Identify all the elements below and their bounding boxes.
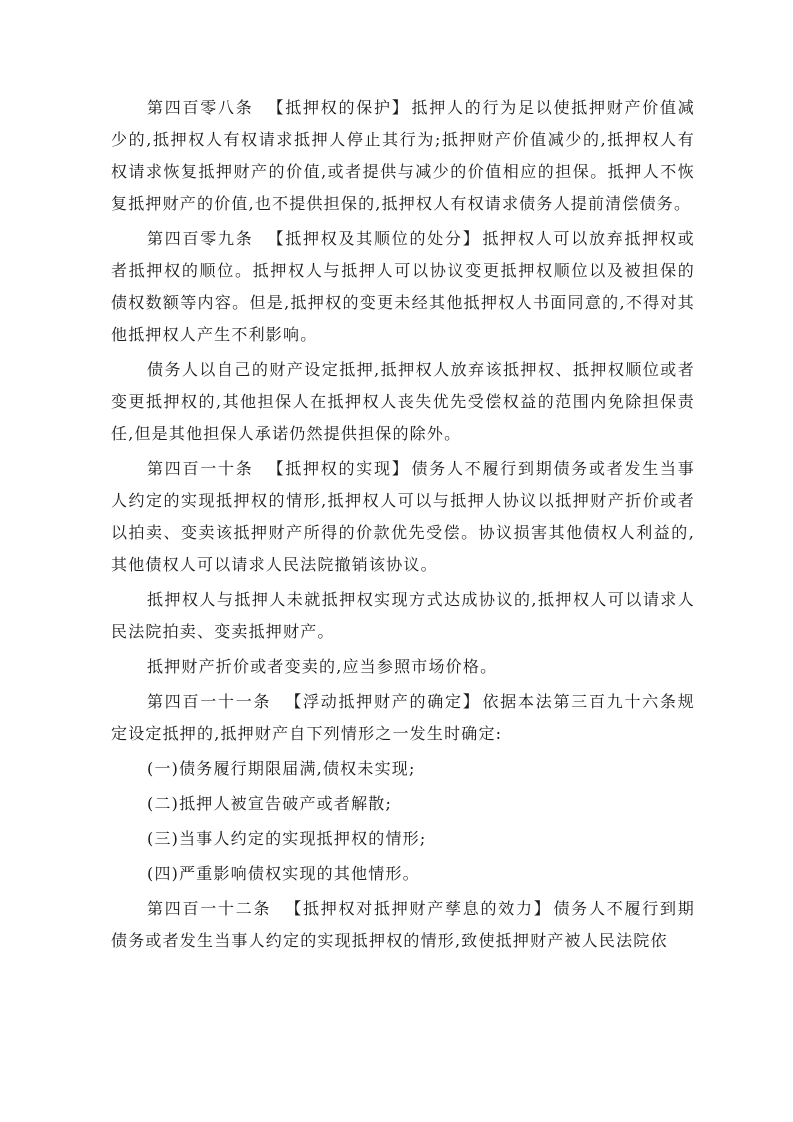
article-412-paragraph (111, 893, 695, 957)
article-409-paragraph (111, 223, 695, 351)
paragraph-text: 抵押财产折价或者变卖的,应当参照市场价格。 (147, 657, 498, 676)
article-410-paragraph (111, 453, 695, 581)
list-item-text: (三)当事人约定的实现抵押权的情形; (147, 829, 427, 848)
article-409-clause-2 (111, 354, 695, 450)
article-heading: 【抵押权对抵押财产孳息的效力】 (285, 899, 552, 918)
article-number: 第四百一十条 (147, 459, 254, 478)
article-408-paragraph (111, 92, 695, 220)
article-heading: 【抵押权的实现】 (267, 459, 410, 478)
article-text: 债务人不履行到期债务或者发生当事人约定的实现抵押权的情形,抵押权人可以与抵押人协议以抵押财产折价或者以拍卖、变卖该抵押财产所得的价款优先受偿。协议损害其他债权人利益的,其他债权人可以请求人民法院撤销该协议。 (111, 459, 695, 574)
article-number: 第四百一十一条 (147, 692, 272, 711)
list-item-text: (一)债务履行期限届满,债权未实现; (147, 759, 416, 778)
article-410-clause-3 (111, 651, 695, 683)
article-411-item-3 (111, 823, 695, 855)
article-text: 抵押人的行为足以使抵押财产价值减少的,抵押权人有权请求抵押人停止其行为;抵押财产价值减少的,抵押权人有权请求恢复抵押财产的价值,或者提供与减少的价值相应的担保。抵押人不恢复抵押财产的价值,也不提供担保的,抵押权人有权请求债务人提前清偿债务。 (111, 98, 695, 213)
article-heading: 【抵押权及其顺位的处分】 (267, 229, 481, 248)
article-text: 债务人不履行到期债务或者发生当事人约定的实现抵押权的情形,致使抵押财产被人民法院依 (111, 899, 695, 950)
paragraph-text: 债务人以自己的财产设定抵押,抵押权人放弃该抵押权、抵押权顺位或者变更抵押权的,其他担保人在抵押权人丧失优先受偿权益的范围内免除担保责任,但是其他担保人承诺仍然提供担保的除外。 (111, 360, 695, 443)
article-411-item-2 (111, 788, 695, 820)
article-text: 依据本法第三百九十六条规定设定抵押的,抵押财产自下列情形之一发生时确定: (111, 692, 695, 743)
article-410-clause-2 (111, 584, 695, 648)
article-411-item-1 (111, 753, 695, 785)
article-411-item-4 (111, 858, 695, 890)
list-item-text: (二)抵押人被宣告破产或者解散; (147, 794, 393, 813)
paragraph-text: 抵押权人与抵押人未就抵押权实现方式达成协议的,抵押权人可以请求人民法院拍卖、变卖抵押财产。 (111, 590, 695, 641)
list-item-text: (四)严重影响债权实现的其他情形。 (147, 864, 420, 883)
article-number: 第四百零八条 (147, 98, 254, 117)
article-number: 第四百零九条 (147, 229, 254, 248)
article-number: 第四百一十二条 (147, 899, 272, 918)
article-411-paragraph (111, 686, 695, 750)
article-heading: 【抵押权的保护】 (267, 98, 410, 117)
article-text: 抵押权人可以放弃抵押权或者抵押权的顺位。抵押权人与抵押人可以协议变更抵押权顺位以及被担保的债权数额等内容。但是,抵押权的变更未经其他抵押权人书面同意的,不得对其他抵押权人产生不利影响。 (111, 229, 695, 344)
document-page (111, 92, 695, 960)
article-heading: 【浮动抵押财产的确定】 (285, 692, 481, 711)
